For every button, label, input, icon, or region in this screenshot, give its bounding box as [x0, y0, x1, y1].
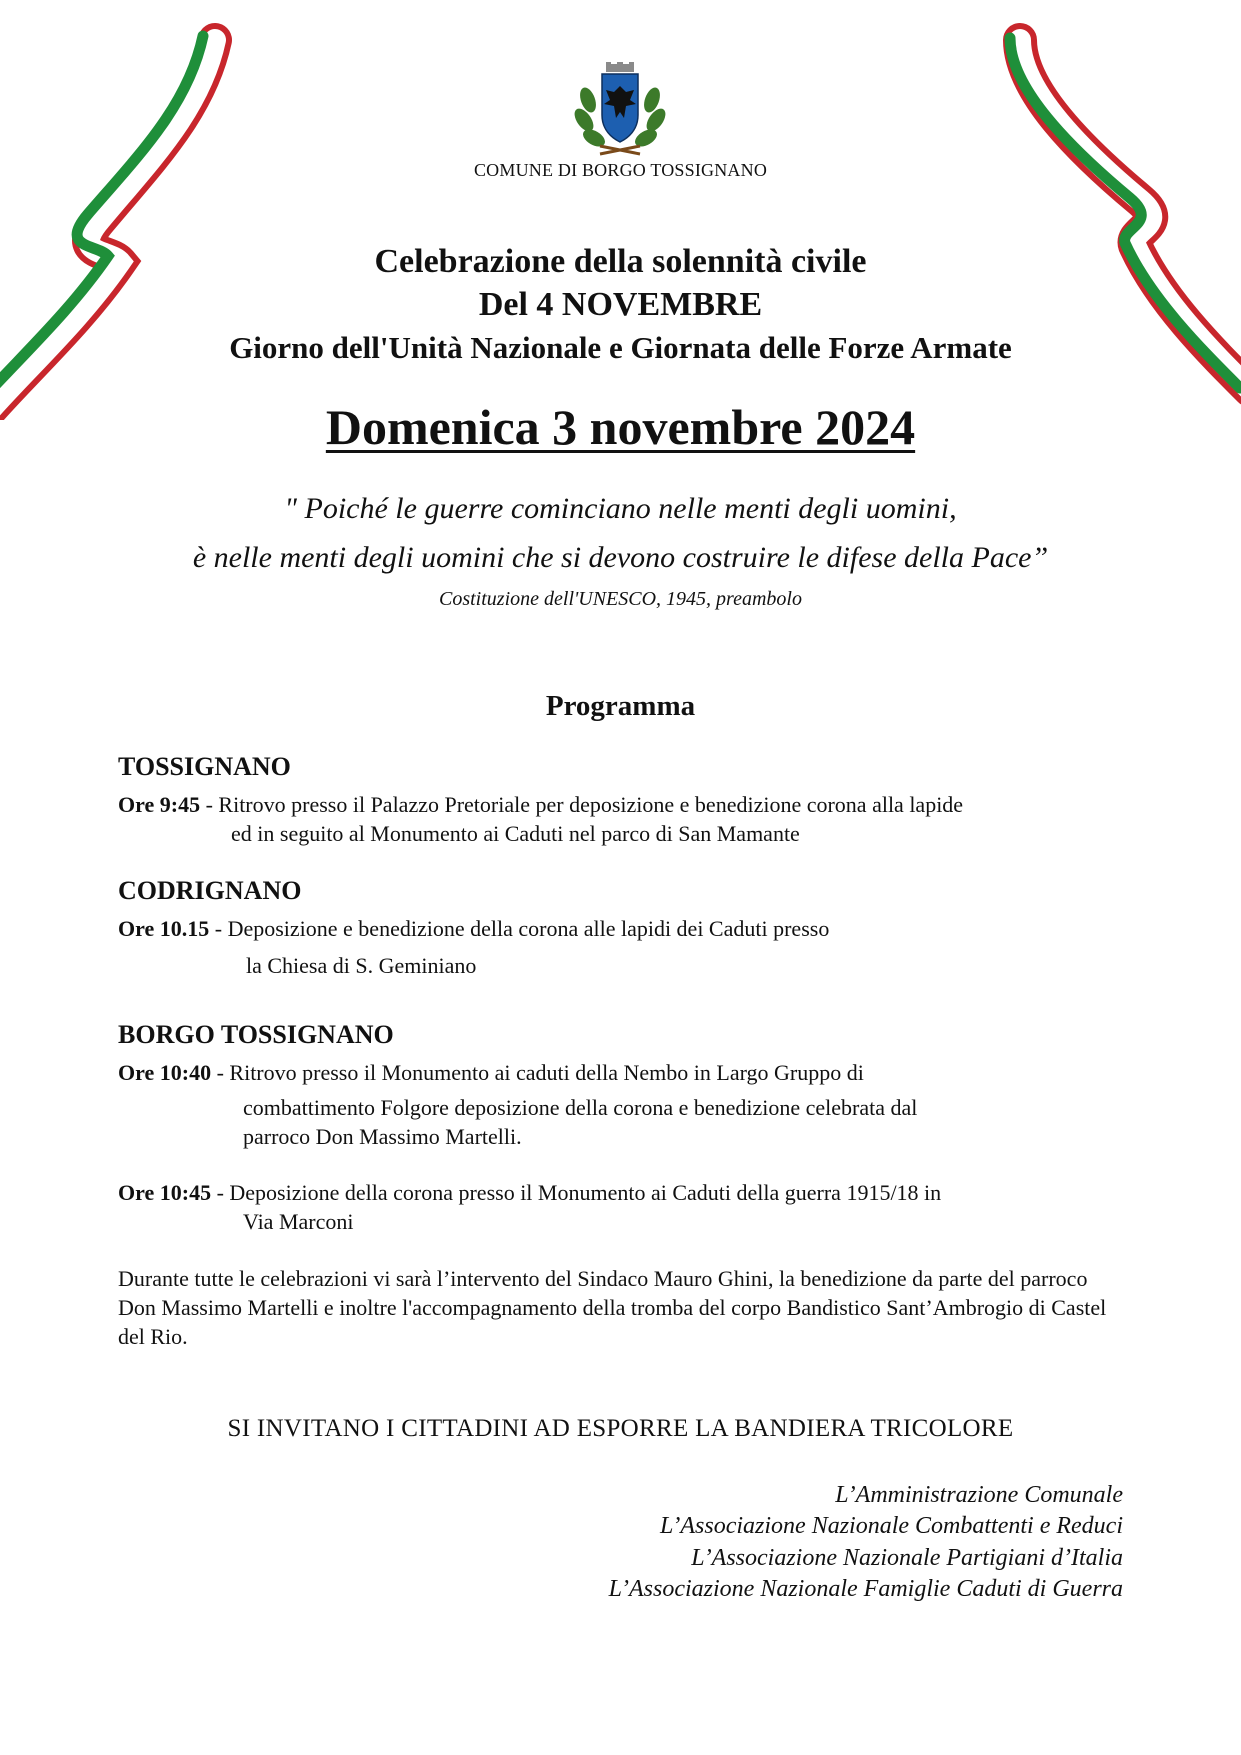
- event-text: Ritrovo presso il Monumento ai caduti della Nembo in Largo Gruppo di: [229, 1060, 864, 1085]
- event-time: Ore 10:40: [118, 1060, 212, 1085]
- event-text: Deposizione della corona presso il Monumento ai Caduti della guerra 1915/18 in: [229, 1180, 942, 1205]
- quote-line-1: " Poiché le guerre cominciano nelle menti degli uomini,: [284, 492, 957, 525]
- event-time: Ore 10:45: [118, 1180, 212, 1205]
- event-line: Ore 10:45 - Deposizione della corona presso il Monumento ai Caduti della guerra 1915/18 in: [118, 1180, 942, 1205]
- event-line-cont: la Chiesa di S. Geminiano: [246, 953, 477, 978]
- location-heading: TOSSIGNANO: [118, 752, 291, 781]
- event-line-cont: parroco Don Massimo Martelli.: [243, 1124, 522, 1149]
- quote-line-2: è nelle menti degli uomini che si devono costruire le difese della Pace”: [192, 541, 1049, 574]
- event-date: [0, 398, 1241, 456]
- closing-paragraph: Durante tutte le celebrazioni vi sarà l’intervento del Sindaco Mauro Ghini, la benedizione da parte del parroco Don Massimo Martelli e inoltre l'accompagnamento della tromba del corpo Bandistico Sant’Ambrogio di Castel del Rio.: [118, 1266, 1107, 1349]
- title-line-1: Celebrazione della solennità civile: [374, 243, 867, 280]
- event-time: Ore 9:45: [118, 792, 201, 817]
- event-line: Ore 10:40 - Ritrovo presso il Monumento ai caduti della Nembo in Largo Gruppo di: [118, 1060, 864, 1085]
- event-line: Ore 9:45 - Ritrovo presso il Palazzo Pretoriale per deposizione e benedizione corona alla lapide: [118, 792, 964, 817]
- signature-line: L’Amministrazione Comunale: [835, 1482, 1123, 1508]
- municipal-coat-of-arms-icon: [570, 60, 670, 160]
- event-text: Deposizione e benedizione della corona alle lapidi dei Caduti presso: [227, 916, 830, 941]
- flag-invitation: SI INVITANO I CITTADINI AD ESPORRE LA BANDIERA TRICOLORE: [227, 1415, 1014, 1442]
- event-time: Ore 10.15: [118, 916, 210, 941]
- event-line-cont: ed in seguito al Monumento ai Caduti nel parco di San Mamante: [231, 821, 800, 846]
- title-line-2: Del 4 NOVEMBRE: [478, 286, 763, 323]
- municipality-name: COMUNE DI BORGO TOSSIGNANO: [473, 160, 768, 180]
- event-text: Ritrovo presso il Palazzo Pretoriale per deposizione e benedizione corona alla lapide: [218, 792, 964, 817]
- event-line-cont: combattimento Folgore deposizione della corona e benedizione celebrata dal: [243, 1095, 918, 1120]
- program-title: Programma: [545, 690, 696, 722]
- event-date-text: Domenica 3 novembre 2024: [325, 399, 916, 455]
- title-line-3: Giorno dell'Unità Nazionale e Giornata delle Forze Armate: [229, 330, 1012, 365]
- signature-line: L’Associazione Nazionale Combattenti e Reduci: [659, 1513, 1123, 1539]
- location-heading: CODRIGNANO: [118, 876, 302, 905]
- signature-line: L’Associazione Nazionale Famiglie Caduti di Guerra: [608, 1576, 1123, 1602]
- event-line: Ore 10.15 - Deposizione e benedizione della corona alle lapidi dei Caduti presso: [118, 916, 830, 941]
- event-line-cont: Via Marconi: [243, 1209, 354, 1234]
- location-heading: BORGO TOSSIGNANO: [118, 1020, 394, 1049]
- signature-line: L’Associazione Nazionale Partigiani d’Italia: [691, 1545, 1123, 1571]
- quote-source: Costituzione dell'UNESCO, 1945, preambolo: [439, 588, 802, 610]
